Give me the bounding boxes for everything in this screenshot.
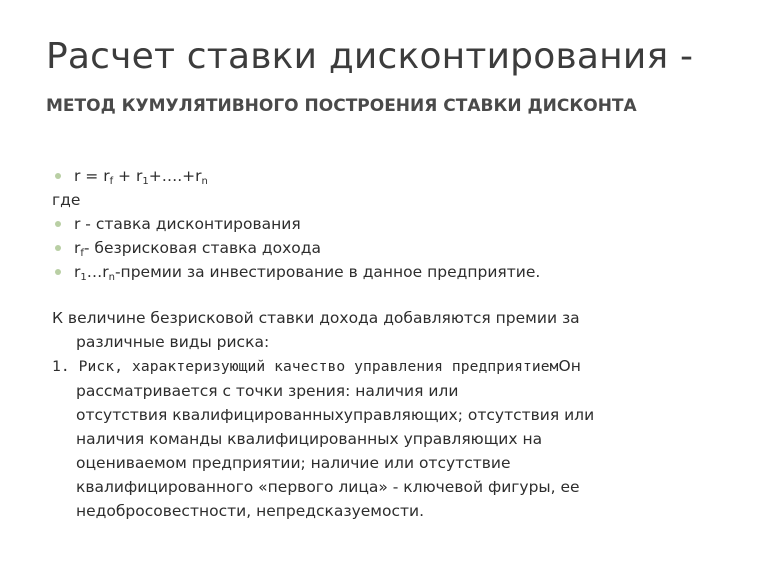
point-1-line: отсутствия квалифицированныхуправляющих; отсутствия или	[76, 406, 595, 424]
slide-body	[52, 164, 742, 523]
point-1-heading-tail: Он	[558, 357, 581, 375]
slide-subtitle: МЕТОД КУМУЛЯТИВНОГО ПОСТРОЕНИЯ СТАВКИ ДИСКОНТА	[46, 96, 637, 116]
formula-tail: +….+r	[148, 167, 202, 185]
formula-r: r = r	[74, 167, 110, 185]
definition-item	[52, 212, 742, 236]
intro-rest-line: различные виды риска:	[76, 333, 270, 351]
point-1-line: недобросовестности, непредсказуемости.	[76, 502, 425, 520]
definition-sub2: n	[108, 272, 115, 283]
point-1-line: оцениваемом предприятии; наличие или отсутствие	[76, 454, 511, 472]
definition-lead: r	[74, 239, 81, 257]
bullet-dot-icon	[55, 245, 61, 251]
definition-item	[52, 236, 742, 260]
definition-text: - безрисковая ставка дохода	[83, 239, 321, 257]
intro-first-line: К величине безрисковой ставки дохода добавляются премии за	[52, 309, 580, 327]
point-1-heading: 1. Риск, характеризующий качество управления предприятием	[52, 358, 559, 375]
spacer	[52, 284, 742, 306]
definition-sub: 1	[80, 272, 87, 283]
definition-lead: r	[74, 263, 81, 281]
definition-item	[52, 260, 742, 284]
bullet-dot-icon	[55, 173, 61, 179]
bullet-dot-icon	[55, 269, 61, 275]
bullet-dot-icon	[55, 221, 61, 227]
where-label: где	[52, 191, 81, 209]
point-1-line: рассматривается с точки зрения: наличия или	[76, 382, 459, 400]
formula-sub-1: 1	[142, 176, 149, 187]
definition-text: -премии за инвестирование в данное предприятие.	[114, 263, 541, 281]
definition-sub: f	[80, 248, 84, 259]
formula-plus-r: + r	[113, 167, 143, 185]
formula-sub-n: n	[201, 176, 208, 187]
point-1-line: наличия команды квалифицированных управляющих на	[76, 430, 543, 448]
definition-text: r - ставка дисконтирования	[74, 215, 301, 233]
intro-paragraph	[52, 306, 742, 354]
point-1-paragraph	[52, 354, 742, 523]
point-1-line: квалифицированного «первого лица» - ключевой фигуры, ее	[76, 478, 580, 496]
definition-mid: …r	[86, 263, 109, 281]
formula-bullet	[52, 164, 742, 188]
formula-sub-f: f	[109, 176, 114, 187]
point-1-first-line	[52, 354, 742, 379]
slide-title: Расчет ставки дисконтирования -	[46, 36, 694, 77]
